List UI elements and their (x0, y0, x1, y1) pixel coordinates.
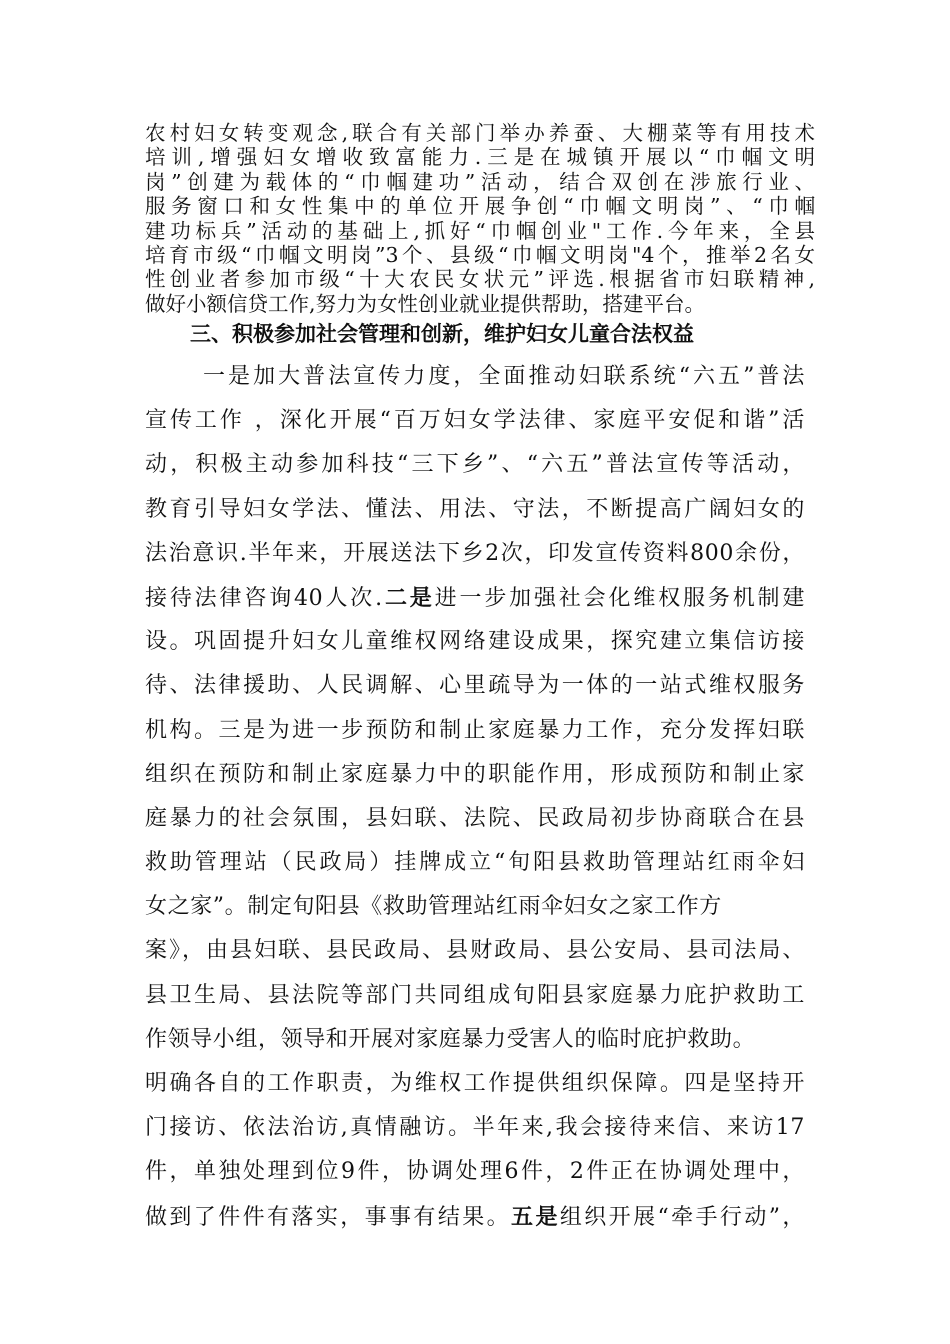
dense-paragraph (145, 121, 815, 316)
text-line: 设。巩固提升妇女儿童维权网络建设成果，探究建立集信访接 (145, 629, 805, 655)
text-line: 动，积极主动参加科技“三下乡”、“六五”普法宣传等活动， (145, 452, 805, 478)
text-line: 服务窗口和女性集中的单位开展争创“巾帼文明岗”、“巾帼 (145, 194, 815, 219)
text-line: 救助管理站（民政局）挂牌成立“旬阳县救助管理站红雨伞妇 (145, 850, 805, 876)
text-line: 法治意识.半年来，开展送法下乡2次，印发宣传资料800余份， (145, 540, 805, 566)
text-fragment: 组织开展“牵手行动”， (559, 1204, 805, 1230)
text-line: 组织在预防和制止家庭暴力中的职能作用，形成预防和制止家 (145, 761, 805, 787)
text-line: 培育市级“巾帼文明岗”3个、县级“巾帼文明岗"4个，推举2名女 (145, 242, 815, 267)
text-line (145, 580, 805, 624)
text-line: 一是加大普法宣传力度，全面推动妇联系统“六五”普法 (203, 364, 805, 389)
body-paragraph (145, 359, 805, 1243)
text-line: 性创业者参加市级“十大农民女状元”评选.根据省市妇联精神, (145, 267, 815, 292)
section-heading: 三、积极参加社会管理和创新，维护妇女儿童合法权益 (190, 321, 694, 346)
text-line: 培训,增强妇女增收致富能力.三是在城镇开展以“巾帼文明 (145, 145, 815, 170)
text-line: 农村妇女转变观念,联合有关部门举办养蚕、大棚菜等有用技术 (145, 121, 815, 145)
text-line: 做好小额信贷工作,努力为女性创业就业提供帮助，搭建平台。 (145, 291, 706, 316)
text-line: 件，单独处理到位9件，协调处理6件，2件正在协调处理中， (145, 1159, 805, 1185)
text-fragment: 接待法律咨询40人次. (145, 585, 383, 611)
text-line: 待、法律援助、人民调解、心里疏导为一体的一站式维权服务 (145, 673, 805, 699)
text-line: 明确各自的工作职责，为维权工作提供组织保障。四是坚持开 (145, 1071, 805, 1096)
text-line: 庭暴力的社会氛围，县妇联、法院、民政局初步协商联合在县 (145, 805, 805, 831)
bold-marker: 二是 (382, 584, 435, 611)
text-line: 教育引导妇女学法、懂法、用法、守法，不断提高广阔妇女的 (145, 496, 805, 522)
text-line: 岗”创建为载体的“巾帼建功”活动，结合双创在涉旅行业、 (145, 169, 815, 194)
text-line: 宣传工作 ，深化开展“百万妇女学法律、家庭平安促和谐”活 (145, 408, 805, 434)
text-fragment: 进一步加强社会化维权服务机制建 (434, 585, 805, 611)
text-line: 门接访、依法治访,真情融访。半年来,我会接待来信、来访17 (145, 1115, 805, 1141)
text-line: 建功标兵”活动的基础上,抓好“巾帼创业"工作.今年来，全县 (145, 218, 815, 243)
text-line: 县卫生局、县法院等部门共同组成旬阳县家庭暴力庇护救助工 (145, 982, 805, 1008)
text-line: 案》，由县妇联、县民政局、县财政局、县公安局、县司法局、 (145, 938, 805, 964)
bold-marker: 五是 (511, 1203, 560, 1230)
text-line (145, 1199, 805, 1243)
text-line: 女之家”。制定旬阳县《救助管理站红雨伞妇女之家工作方 (145, 894, 722, 920)
text-line: 作领导小组，领导和开展对家庭暴力受害人的临时庇护救助。 (145, 1026, 756, 1052)
text-line: 机构。三是为进一步预防和制止家庭暴力工作，充分发挥妇联 (145, 717, 805, 743)
text-fragment: 做到了件件有落实，事事有结果。 (145, 1204, 512, 1230)
